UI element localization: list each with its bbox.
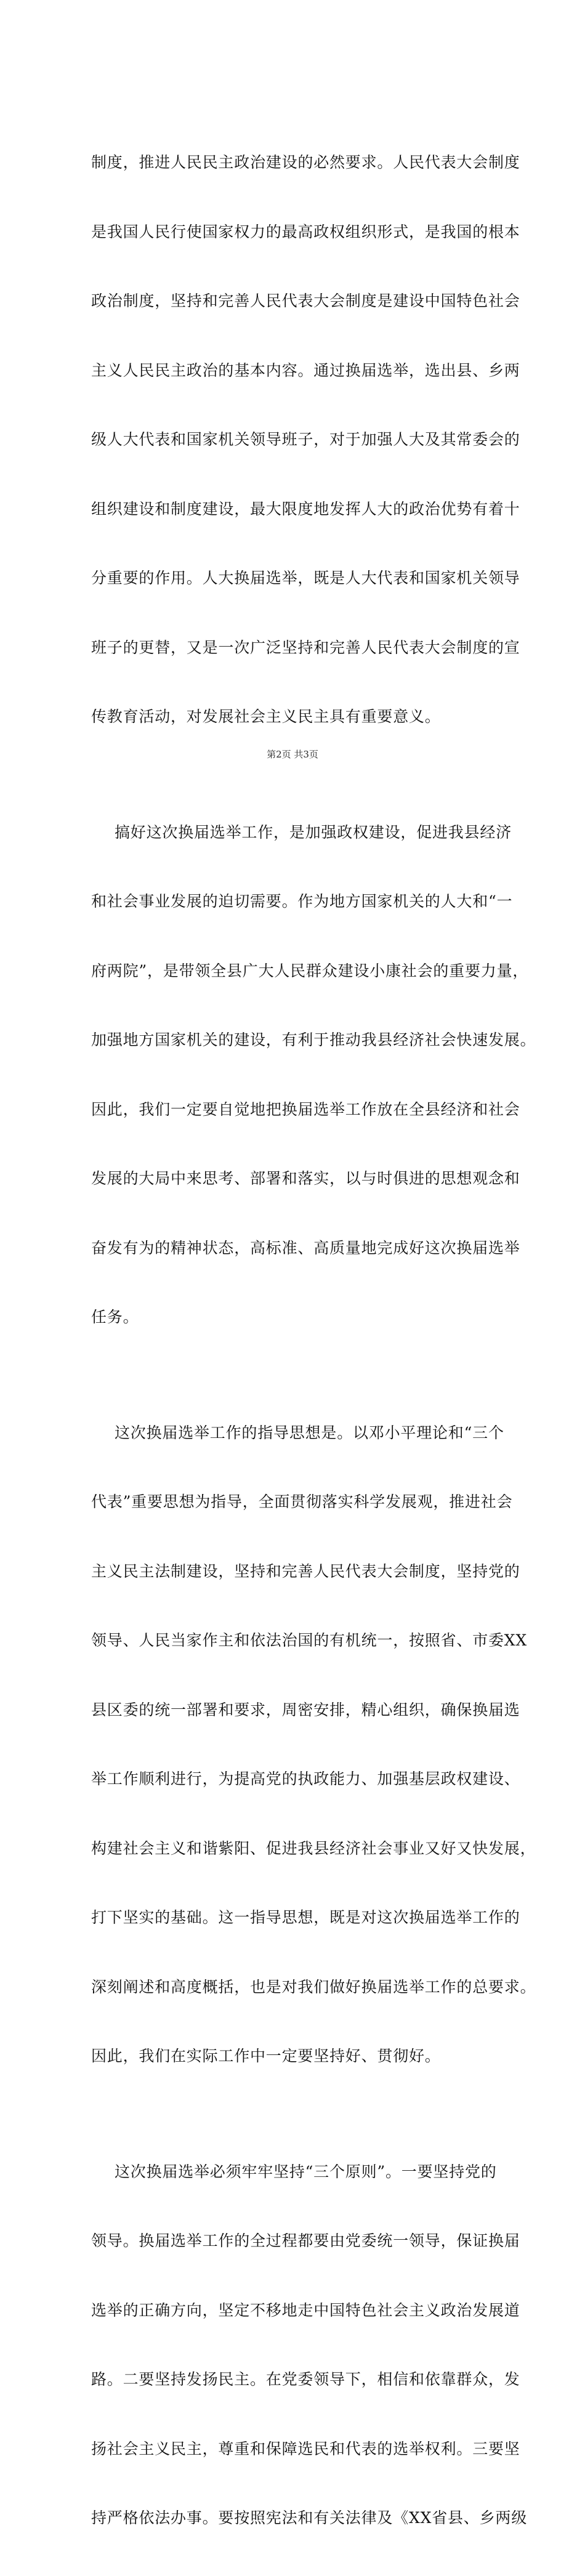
text-line: 路。二要坚持发扬民主。在党委领导下，相信和依靠群众，发 bbox=[91, 2370, 520, 2388]
text-line: 县区委的统一部署和要求，周密安排，精心组织，确保换届选 bbox=[91, 1700, 520, 1719]
text-line: 制度，推进人民民主政治建设的必然要求。人民代表大会制度 bbox=[91, 153, 520, 171]
paragraph-4 bbox=[91, 2114, 527, 2576]
text-line: 领导、人民当家作主和依法治国的有机统一，按照省、市委XX bbox=[91, 1631, 527, 1649]
page-footer bbox=[0, 748, 585, 761]
paragraph-3 bbox=[91, 1375, 536, 2114]
text-line: 班子的更替，又是一次广泛坚持和完善人民代表大会制度的宣 bbox=[91, 638, 520, 656]
paragraph-2 bbox=[91, 775, 536, 1375]
text-line: 持严格依法办事。要按照宪法和有关法律及《XX省县、乡两级 bbox=[91, 2509, 527, 2527]
text-line: 级人大代表和国家机关领导班子，对于加强人大及其常委会的 bbox=[91, 430, 520, 448]
text-line: 选举的正确方向，坚定不移地走中国特色社会主义政治发展道 bbox=[91, 2301, 520, 2319]
text-line: 举工作顺利进行，为提高党的执政能力、加强基层政权建设、 bbox=[91, 1770, 520, 1788]
text-line: 府两院”，是带领全县广大人民群众建设小康社会的重要力量， bbox=[91, 961, 529, 980]
text-line: 扬社会主义民主，尊重和保障选民和代表的选举权利。三要坚 bbox=[91, 2439, 520, 2458]
text-line: 加强地方国家机关的建设，有利于推动我县经济社会快速发展。 bbox=[91, 1031, 536, 1049]
text-line: 打下坚实的基础。这一指导思想，既是对这次换届选举工作的 bbox=[91, 1908, 520, 1926]
page-number: 第2页 共3页 bbox=[267, 749, 318, 760]
text-line: 主义民主法制建设，坚持和完善人民代表大会制度，坚持党的 bbox=[91, 1562, 520, 1580]
text-line: 因此，我们在实际工作中一定要坚持好、贯彻好。 bbox=[91, 2047, 441, 2065]
text-line: 发展的大局中来思考、部署和落实，以与时俱进的思想观念和 bbox=[91, 1169, 520, 1187]
paragraph-1 bbox=[91, 105, 520, 775]
text-line: 主义人民民主政治的基本内容。通过换届选举，选出县、乡两 bbox=[91, 361, 520, 379]
text-line: 分重要的作用。人大换届选举，既是人大代表和国家机关领导 bbox=[91, 569, 520, 587]
text-line: 奋发有为的精神状态，高标准、高质量地完成好这次换届选举 bbox=[91, 1238, 520, 1257]
text-line: 传教育活动，对发展社会主义民主具有重要意义。 bbox=[91, 708, 441, 725]
text-line: 因此，我们一定要自觉地把换届选举工作放在全县经济和社会 bbox=[91, 1100, 520, 1118]
text-line: 任务。 bbox=[91, 1308, 139, 1326]
text-line: 构建社会主义和谐紫阳、促进我县经济社会事业又好又快发展， bbox=[91, 1839, 536, 1857]
text-line: 这次换届选举工作的指导思想是。以邓小平理论和“三个 bbox=[115, 1423, 504, 1442]
text-line: 这次换届选举必须牢牢坚持“三个原则”。一要坚持党的 bbox=[115, 2162, 497, 2181]
text-line: 搞好这次换届选举工作，是加强政权建设，促进我县经济 bbox=[115, 823, 512, 841]
text-line: 组织建设和制度建设，最大限度地发挥人大的政治优势有着十 bbox=[91, 499, 520, 518]
text-line: 政治制度，坚持和完善人民代表大会制度是建设中国特色社会 bbox=[91, 292, 520, 310]
text-line: 是我国人民行使国家权力的最高政权组织形式，是我国的根本 bbox=[91, 222, 520, 241]
text-line: 代表”重要思想为指导，全面贯彻落实科学发展观，推进社会 bbox=[91, 1493, 513, 1511]
text-line: 和社会事业发展的迫切需要。作为地方国家机关的人大和“一 bbox=[91, 892, 513, 910]
text-line: 领导。换届选举工作的全过程都要由党委统一领导，保证换届 bbox=[91, 2232, 520, 2250]
document-body bbox=[91, 105, 536, 2576]
text-line: 深刻阐述和高度概括，也是对我们做好换届选举工作的总要求。 bbox=[91, 1977, 536, 1996]
